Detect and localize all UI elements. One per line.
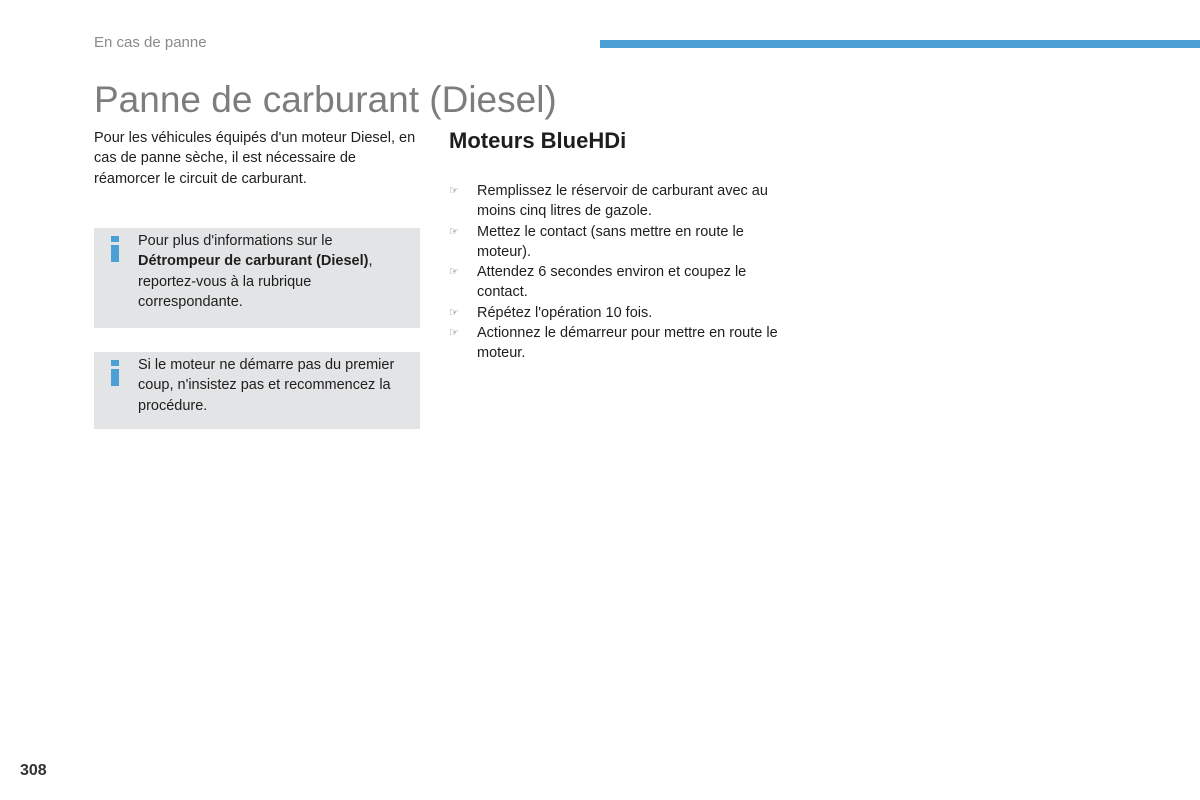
header-accent-bar	[600, 40, 1200, 48]
list-item: ☞ Actionnez le démarreur pour mettre en route le moteur.	[449, 325, 778, 362]
page-title: Panne de carburant (Diesel)	[94, 79, 557, 120]
page-number: 308	[20, 762, 47, 779]
section-heading: Moteurs BlueHDi	[449, 128, 627, 153]
list-item: ☞ Attendez 6 secondes environ et coupez le contact.	[449, 264, 747, 301]
section-label: En cas de panne	[94, 34, 207, 51]
info-box-fuel-misfuel	[94, 228, 420, 328]
list-item: ☞ Mettez le contact (sans mettre en route le moteur).	[449, 223, 744, 260]
pointing-hand-icon: ☞	[449, 327, 459, 340]
steps-list	[449, 181, 779, 364]
info-text-bold: Détrompeur de carburant (Diesel)	[138, 253, 369, 270]
list-item: ☞ Répétez l'opération 10 fois.	[449, 304, 653, 321]
info-text: Si le moteur ne démarre pas du premier coup, n'insistez pas et recommencez la procédure.	[138, 357, 395, 414]
info-icon	[110, 360, 119, 386]
pointing-hand-icon: ☞	[449, 266, 459, 279]
info-box-restart	[94, 352, 420, 429]
info-icon	[110, 236, 119, 262]
info-text: Pour plus d'informations sur le Détrompeur de carburant (Diesel), reportez-vous à la rubrique correspondante.	[138, 233, 373, 310]
pointing-hand-icon: ☞	[449, 185, 459, 197]
pointing-hand-icon: ☞	[449, 306, 459, 319]
pointing-hand-icon: ☞	[449, 225, 459, 238]
intro-paragraph: Pour les véhicules équipés d'un moteur Diesel, en cas de panne sèche, il est nécessaire de réamorcer le circuit de carburant.	[94, 130, 416, 187]
list-item: ☞ Remplissez le réservoir de carburant avec au moins cinq litres de gazole.	[449, 183, 768, 220]
